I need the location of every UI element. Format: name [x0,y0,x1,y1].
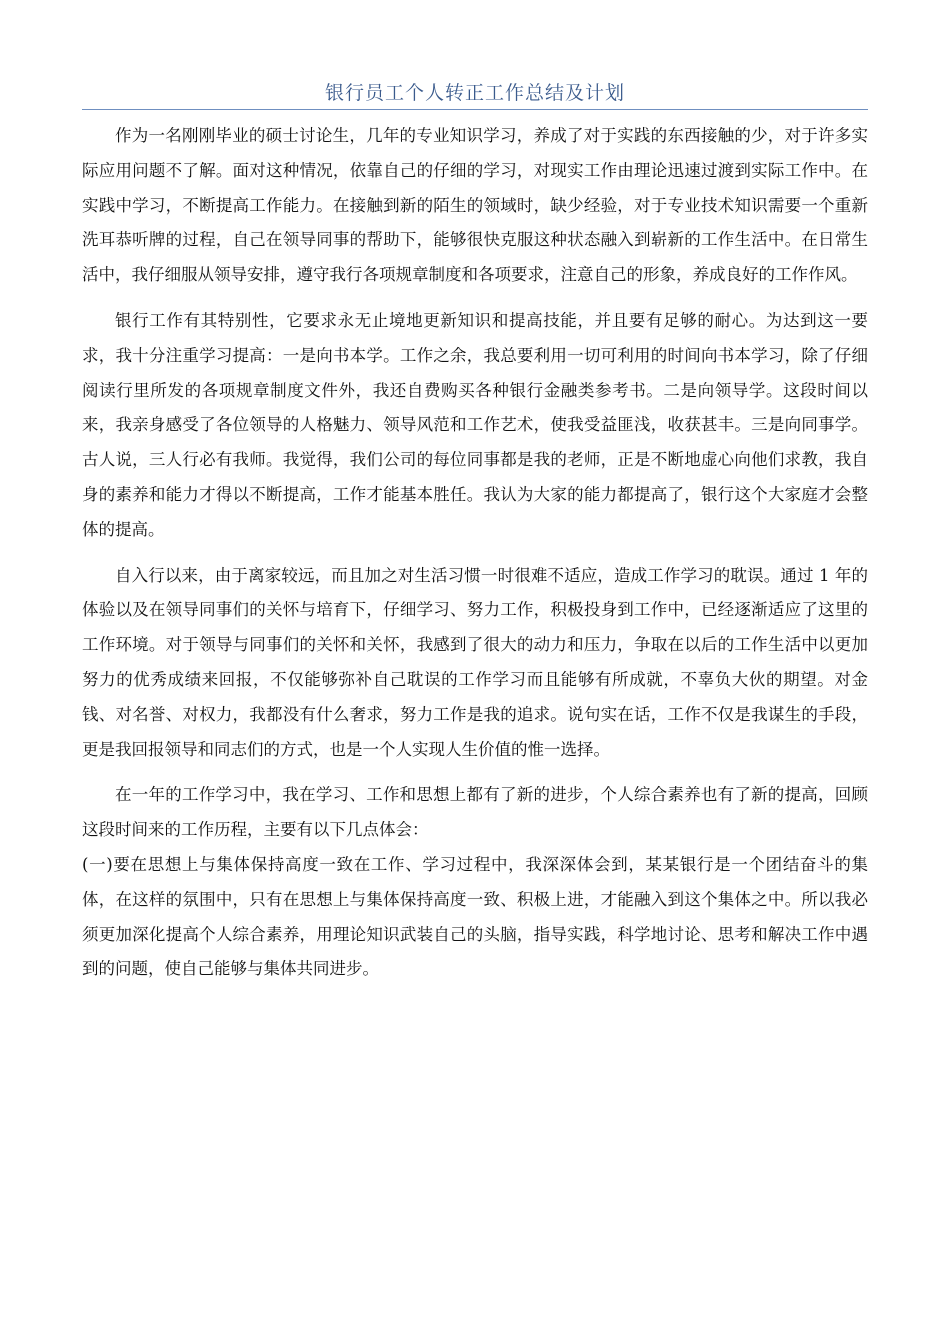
paragraph-5: (一)要在思想上与集体保持高度一致在工作、学习过程中，我深深体会到，某某银行是一个团结奋斗的集体，在这样的氛围中，只有在思想上与集体保持高度一致、积极上进，才能融入到这个集体之中。所以我必须更加深化提高个人综合素养，用理论知识武装自己的头脑，指导实践，科学地讨论、思考和解决工作中遇到的问题，使自己能够与集体共同进步。 [82,854,868,979]
document-title: 银行员工个人转正工作总结及计划 [324,82,625,104]
paragraph-3: 自入行以来，由于离家较远，而且加之对生活习惯一时很难不适应，造成工作学习的耽误。通过 1 年的体验以及在领导同事们的关怀与培育下，仔细学习、努力工作，积极投身到工作中，已经逐渐适应了这里的工作环境。对于领导与同事们的关怀和关怀，我感到了很大的动力和压力，争取在以后的工作生活中以更加努力的优秀成绩来回报，不仅能够弥补自己耽误的工作学习而且能够有所成就，不辜负大伙的期望。对金钱、对名誉、对权力，我都没有什么奢求，努力工作是我的追求。说句实在话，工作不仅是我谋生的手段，更是我回报领导和同志们的方式，也是一个人实现人生价值的惟一选择。 [82,565,868,759]
paragraph-1: 作为一名刚刚毕业的硕士讨论生，几年的专业知识学习，养成了对于实践的东西接触的少，对于许多实际应用问题不了解。面对这种情况，依靠自己的仔细的学习，对现实工作由理论迅速过渡到实际工作中。在实践中学习，不断提高工作能力。在接触到新的陌生的领域时，缺少经验，对于专业技术知识需要一个重新洗耳恭听牌的过程，自己在领导同事的帮助下，能够很快克服这种状态融入到崭新的工作生活中。在日常生活中，我仔细服从领导安排，遵守我行各项规章制度和各项要求，注意自己的形象，养成良好的工作作风。 [82,126,868,285]
title-divider [82,109,868,110]
paragraph-2: 银行工作有其特别性，它要求永无止境地更新知识和提高技能，并且要有足够的耐心。为达到这一要求，我十分注重学习提高：一是向书本学。工作之余，我总要利用一切可利用的时间向书本学习，除了仔细阅读行里所发的各项规章制度文件外，我还自费购买各种银行金融类参考书。二是向领导学。这段时间以来，我亲身感受了各位领导的人格魅力、领导风范和工作艺术，使我受益匪浅，收获甚丰。三是向同事学。古人说，三人行必有我师。我觉得，我们公司的每位同事都是我的老师，正是不断地虚心向他们求教，我自身的素养和能力才得以不断提高，工作才能基本胜任。我认为大家的能力都提高了，银行这个大家庭才会整体的提高。 [82,310,868,539]
paragraph-4: 在一年的工作学习中，我在学习、工作和思想上都有了新的进步，个人综合素养也有了新的提高，回顾这段时间来的工作历程，主要有以下几点体会： [82,785,868,840]
document-body [82,119,868,987]
